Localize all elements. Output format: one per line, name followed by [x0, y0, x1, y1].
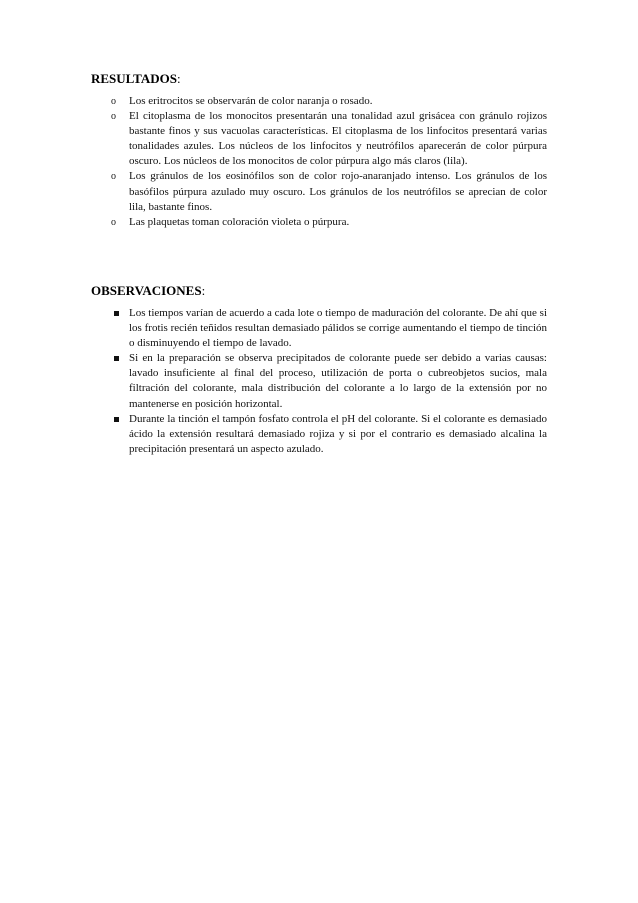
list-item-text: Durante la tinción el tampón fosfato controla el pH del colorante. Si el colorante es demasiado ácido la extensión resultará demasiado rojiza y si por el contrario es demasiado alcalina la precipitación presentará un aspecto azulado. [129, 412, 547, 455]
list-item [91, 94, 547, 109]
list-item-text: Los gránulos de los eosinófilos son de color rojo-anaranjado intenso. Los gránulos de los basófilos púrpura azulado muy oscuro. Los gránulos de los neutrófilos se aprecian de color lila, bastante finos. [129, 170, 547, 213]
heading-text: OBSERVACIONES [91, 283, 202, 298]
square-bullet-icon [114, 311, 119, 316]
circle-bullet-icon: o [111, 111, 116, 123]
list-item-text: Los tiempos varían de acuerdo a cada lote o tiempo de maduración del colorante. De ahí que si los frotis recién teñidos resultan demasiado pálidos se corrige aumentando el tiempo de tinción o disminuyendo el tiempo de lavado. [129, 307, 547, 350]
heading-colon: : [201, 283, 206, 298]
resultados-list [91, 94, 547, 230]
list-item-text: Si en la preparación se observa precipitados de colorante puede ser debido a varias causas: lavado insuficiente al final del proceso, utilización de porta o cubreobjetos sucios, mala filtración del colorante, mala distribución del colorante a lo largo de la extensión por no mantenerse en posición horizontal. [129, 352, 547, 410]
circle-bullet-icon: o [111, 96, 116, 107]
heading-text: RESULTADOS [91, 71, 177, 86]
list-item-text: Los eritrocitos se observarán de color naranja o rosado. [129, 95, 373, 107]
circle-bullet-icon: o [111, 171, 116, 183]
heading-colon: : [176, 71, 181, 86]
list-item [91, 412, 547, 457]
list-item-text: El citoplasma de los monocitos presentarán una tonalidad azul grisácea con gránulo rojizos bastante finos y sus vacuolas características. El citoplasma de los linfocitos presentará varias tonalidades azules. Los núcleos de los linfocitos y neutrófilos aparecerán de color púrpura oscuro. Los núcleos de los monocitos de color púrpura algo más claros (lila). [129, 110, 547, 168]
section-heading-observaciones [91, 282, 547, 299]
section-heading-resultados [91, 70, 547, 87]
square-bullet-icon [114, 356, 119, 361]
circle-bullet-icon: o [111, 216, 116, 228]
list-item [91, 306, 547, 351]
square-bullet-icon [114, 417, 119, 422]
list-item [91, 169, 547, 214]
list-item [91, 215, 547, 230]
list-item [91, 109, 547, 169]
observaciones-list [91, 306, 547, 457]
list-item [91, 351, 547, 411]
section-observaciones [91, 282, 547, 457]
list-item-text: Las plaquetas toman coloración violeta o púrpura. [129, 215, 350, 228]
section-resultados [91, 70, 547, 230]
